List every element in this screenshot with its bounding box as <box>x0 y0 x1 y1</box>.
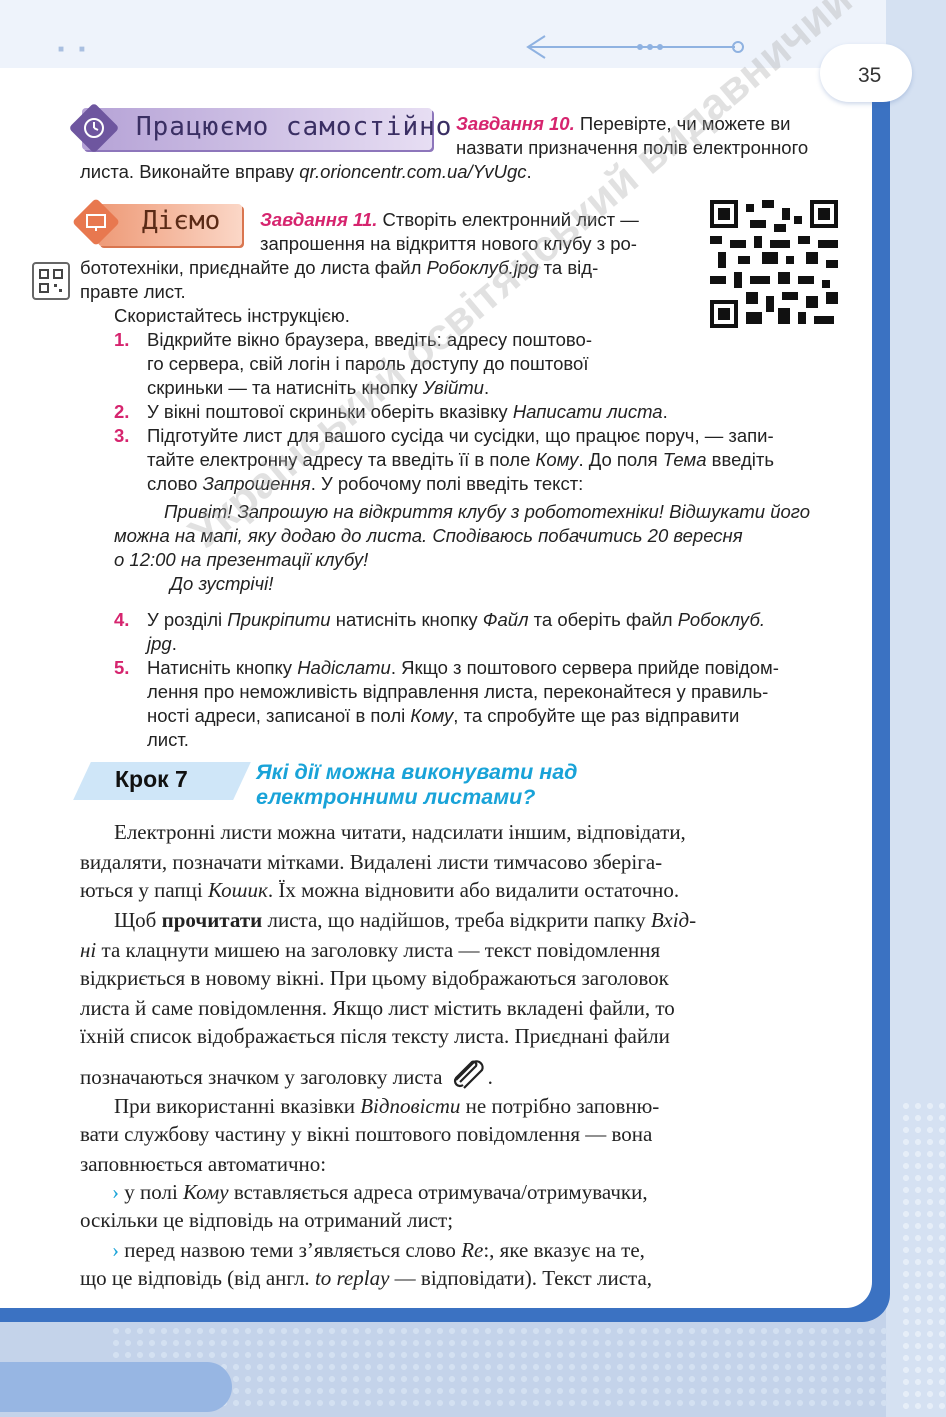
bullet2-line1 <box>112 1238 645 1263</box>
p3-l1-post: не потрібно заповню- <box>460 1094 660 1118</box>
filename-robot-club: Робоклуб.jpg <box>426 257 539 278</box>
step4-pre: У розділі <box>147 609 228 630</box>
step3-number <box>114 424 129 448</box>
step2-command: Написати листа <box>512 401 663 422</box>
bottom-pill <box>0 1362 232 1412</box>
step5-l3-post: , та спробуйте ще раз відправити <box>453 705 740 726</box>
step2-number <box>114 400 129 424</box>
step7-question-line1: Які дії можна виконувати над <box>256 760 578 784</box>
step4-text2 <box>147 632 177 656</box>
folder-inbox-part1: Вхід- <box>650 908 697 932</box>
step3-text2-post: введіть <box>706 449 774 470</box>
bullet1-line2: оскільки це відповідь на отриманий лист; <box>80 1208 454 1232</box>
task11-text1: Створіть електронний лист — <box>382 209 639 230</box>
step2-post: . <box>662 401 668 422</box>
step3-word-invite: Запрошення <box>202 473 311 494</box>
step5-pre: Натисніть кнопку <box>147 657 298 678</box>
p2-line1 <box>114 908 696 933</box>
decor-dots: ■ ■ <box>58 44 91 55</box>
step4-filename: Робоклуб. <box>677 609 766 630</box>
b2-l2-post: — відповідати). Текст листа, <box>389 1266 653 1290</box>
step1-text1: Відкрийте вікно браузера, введіть: адресу поштово- <box>147 329 593 350</box>
message-line2: можна на мапі, яку додаю до листа. Сподіваюсь побачитись 20 вересня <box>114 525 743 546</box>
step3-num: 3. <box>114 425 130 446</box>
paperclip-icon <box>448 1058 488 1092</box>
step5-text2: лення про неможливість відправлення листа, переконайтеся у правиль- <box>147 681 769 702</box>
folder-trash: Кошик <box>208 878 268 902</box>
step2-num: 2. <box>114 401 130 422</box>
step3-text2-mid: . До поля <box>578 449 663 470</box>
p1-l3-pre: ються у папці <box>80 878 208 902</box>
badge-work-independently-label: Працюємо самостійно <box>136 112 453 142</box>
p2-line3: відкриється в новому вікні. При цьому відображаються заголовок <box>80 966 669 990</box>
step3-text3-post: . У робочому полі введіть текст: <box>310 473 584 494</box>
step4-mid2: та оберіть файл <box>528 609 678 630</box>
b2-english: to replay <box>314 1266 390 1290</box>
step5-text4: лист. <box>147 729 189 750</box>
step1-line1 <box>114 328 129 352</box>
puzzle-monitor-icon <box>66 192 126 252</box>
task10-line3-post: . <box>526 161 532 182</box>
task10-line1 <box>456 112 791 136</box>
b2-pre: перед назвою теми з’являється слово <box>124 1238 462 1262</box>
step5-button-send: Надіслати <box>297 657 391 678</box>
decor-dots-side <box>900 1100 946 1410</box>
bullet-arrow-icon: › <box>112 1238 119 1262</box>
message-line4: До зустрічі! <box>170 573 274 594</box>
step7-label: Крок 7 <box>115 766 188 792</box>
task10-line3-pre: листа. Виконайте вправу <box>80 161 300 182</box>
b2-re: Re <box>461 1238 484 1262</box>
step4-ext: jpg <box>147 633 172 654</box>
qr-small-icon <box>32 262 70 300</box>
command-reply: Відповісти <box>360 1094 461 1118</box>
step7-question <box>256 760 577 810</box>
task11-line4: правте лист. <box>80 281 186 302</box>
step4-number <box>114 608 129 632</box>
step5-number <box>114 656 129 680</box>
step1-text3 <box>147 376 489 400</box>
p3-line1 <box>114 1094 659 1119</box>
watermark: Український освітянський видавничий <box>180 0 862 558</box>
task11-line3-pre: бототехніки, приєднайте до листа файл <box>80 257 427 278</box>
step5-text3 <box>147 704 739 728</box>
task10-label: Завдання 10. <box>456 113 575 134</box>
message-line3: о 12:00 на презентації клубу! <box>114 549 369 570</box>
folder-inbox-part2: ні <box>80 938 97 962</box>
step4-post: . <box>171 633 177 654</box>
step5-l1-post: . Якщо з поштового сервера прийде повідом- <box>390 657 779 678</box>
task10-line2: назвати призначення полів електронного <box>456 137 809 158</box>
step4-button-file: Файл <box>482 609 529 630</box>
b1-field-to: Кому <box>183 1180 229 1204</box>
p2-bold-read: прочитати <box>161 908 263 932</box>
step3-field-to: Кому <box>535 449 579 470</box>
p2-l1-mid: листа, що надійшов, треба відкрити папку <box>262 908 651 932</box>
p2-l2-post: та клацнути мишею на заголовку листа — текст повідомлення <box>96 938 661 962</box>
step5-field-to: Кому <box>410 705 454 726</box>
p2-l6-post: . <box>487 1065 493 1089</box>
step1-number: 1. <box>114 329 130 350</box>
bullet-arrow-icon: › <box>112 1180 119 1204</box>
step3-text3-pre: слово <box>147 473 203 494</box>
p3-l1-pre: При використанні вказівки <box>114 1094 361 1118</box>
step5-l3-pre: ності адреси, записаної в полі <box>147 705 411 726</box>
p1-line2: видаляти, позначати мітками. Видалені листи тимчасово зберіга- <box>80 850 663 874</box>
badge-act-label: Діємо <box>142 206 221 236</box>
step7-question-line2: електронними листами? <box>256 785 536 809</box>
b2-post: :, яке вказує на те, <box>483 1238 645 1262</box>
p2-line5: їхній список відображається після тексту листа. Приєднані файли <box>80 1024 670 1048</box>
qr-code-icon <box>710 200 838 328</box>
exercise-link[interactable]: qr.orioncentr.com.ua/YvUgc <box>299 161 527 182</box>
task11-line3-post: та від- <box>538 257 599 278</box>
p2-line4: листа й саме повідомлення. Якщо лист містить вкладені файли, то <box>80 996 675 1020</box>
p3-line2: вати службову частину у вікні поштового повідомлення — вона <box>80 1122 653 1146</box>
p2-l1-pre: Щоб <box>114 908 162 932</box>
p3-line3: заповнюється автоматично: <box>80 1152 327 1176</box>
b2-l2-pre: що це відповідь (від англ. <box>80 1266 315 1290</box>
step1-text2: го сервера, свій логін і пароль доступу до поштової <box>147 353 589 374</box>
step1-text3-login: Увійти <box>422 377 484 398</box>
step5-num: 5. <box>114 657 130 678</box>
bullet2-line2 <box>80 1266 652 1291</box>
step4-text1 <box>147 608 765 632</box>
step1-text3-post: . <box>483 377 490 398</box>
puzzle-clock-icon <box>62 96 126 160</box>
b1-post: вставляється адреса отримувача/отримувачки, <box>228 1180 648 1204</box>
task11-label: Завдання 11. <box>260 209 378 230</box>
p1-l3-post: . Їх можна відновити або видалити остаточно. <box>267 878 680 902</box>
p2-line2 <box>80 938 660 963</box>
decor-arrow-icon <box>520 30 750 60</box>
step3-text2-pre: тайте електронну адресу та введіть її в поле <box>147 449 536 470</box>
task10-text1: Перевірте, чи можете ви <box>579 113 791 134</box>
step3-text1: Підготуйте лист для вашого сусіда чи сусідки, що працює поруч, — запи- <box>147 425 774 446</box>
bullet1-line1 <box>112 1180 648 1205</box>
step1-text3-pre: скриньки — та натисніть кнопку <box>147 377 423 398</box>
p2-l6-text: позначаються значком у заголовку листа <box>80 1065 443 1089</box>
p2-line6 <box>80 1058 493 1092</box>
step4-section-attach: Прикріпити <box>227 609 331 630</box>
task11-line5: Скористайтесь інструкцією. <box>114 305 350 326</box>
page-number: 35 <box>858 64 882 87</box>
step4-num: 4. <box>114 609 130 630</box>
step4-mid: натисніть кнопку <box>330 609 483 630</box>
step5-text1 <box>147 656 779 680</box>
message-line1: Привіт! Запрошую на відкриття клубу з робототехніки! Відшукати його <box>164 501 811 522</box>
task11-line2: запрошення на відкриття нового клубу з ро- <box>260 233 637 254</box>
step2-pre: У вікні поштової скриньки оберіть вказівку <box>147 401 513 422</box>
step3-field-subject: Тема <box>662 449 707 470</box>
task10-line3 <box>80 160 532 184</box>
b1-pre: у полі <box>124 1180 184 1204</box>
p1-line1: Електронні листи можна читати, надсилати іншим, відповідати, <box>114 820 686 844</box>
p1-line3 <box>80 878 679 903</box>
step2-text <box>147 400 668 424</box>
